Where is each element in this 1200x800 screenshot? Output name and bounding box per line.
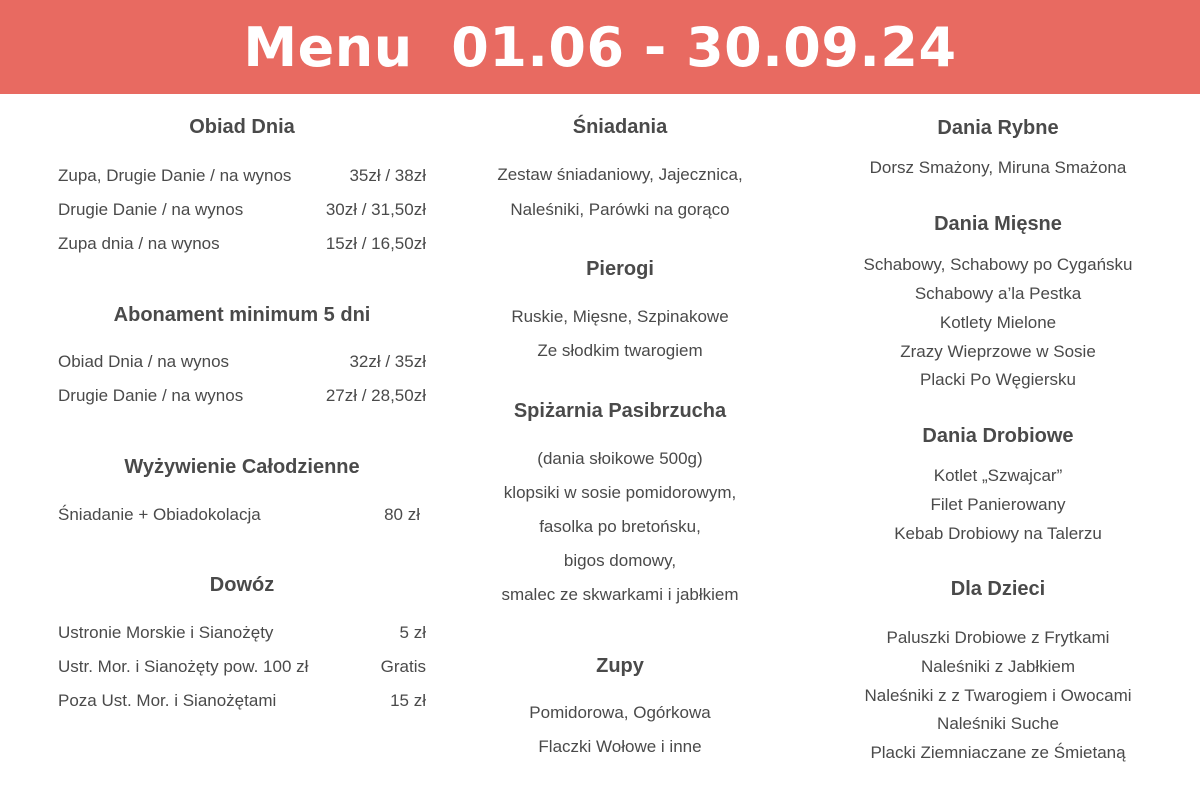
item-price: 15 zł: [390, 691, 426, 710]
item-price: 35zł / 38zł: [349, 166, 426, 185]
item-price: 80 zł: [384, 505, 420, 524]
section-title-obiad-dnia: Obiad Dnia: [189, 116, 295, 138]
section-title-wyzywienie: Wyżywienie Całodzienne: [124, 456, 360, 478]
menu-row: [58, 623, 426, 643]
item-name: Ustronie Morskie i Sianożęty: [58, 623, 274, 642]
section-title-dla-dzieci: Dla Dzieci: [950, 578, 1046, 600]
menu-row: [58, 352, 426, 372]
item-price: 30zł / 31,50zł: [325, 200, 426, 219]
menu-row: [58, 657, 426, 677]
menu-line: Ze słodkim twarogiem: [537, 341, 703, 360]
menu-line: Kebab Drobiowy na Talerzu: [894, 524, 1102, 543]
item-price: 15zł / 16,50zł: [325, 234, 426, 253]
menu-line: Ruskie, Mięsne, Szpinakowe: [511, 307, 729, 326]
menu-line: klopsiki w sosie pomidorowym,: [503, 483, 737, 502]
menu-line: Dorsz Smażony, Miruna Smażona: [869, 158, 1127, 177]
menu-line: Naleśniki, Parówki na gorąco: [510, 200, 730, 219]
section-title-dania-rybne: Dania Rybne: [937, 117, 1059, 139]
section-title-dania-drobiowe: Dania Drobiowe: [922, 425, 1074, 447]
menu-line: Flaczki Wołowe i inne: [538, 737, 702, 756]
menu-row: [58, 691, 426, 711]
menu-line: bigos domowy,: [563, 551, 677, 570]
item-name: Ustr. Mor. i Sianożęty pow. 100 zł: [58, 657, 309, 676]
item-name: Poza Ust. Mor. i Sianożętami: [58, 691, 277, 710]
menu-line: smalec ze skwarkami i jabłkiem: [501, 585, 739, 604]
section-title-spizarnia: Spiżarnia Pasibrzucha: [513, 400, 727, 422]
menu-line: Pomidorowa, Ogórkowa: [529, 703, 711, 722]
menu-line: Filet Panierowany: [930, 495, 1066, 514]
item-price: 27zł / 28,50zł: [325, 386, 426, 405]
menu-line: Paluszki Drobiowe z Frytkami: [886, 628, 1110, 647]
section-title-abonament: Abonament minimum 5 dni: [113, 304, 371, 326]
menu-row: [58, 166, 426, 186]
menu-line: (dania słoikowe 500g): [537, 449, 703, 468]
page-title: Menu 01.06 - 30.09.24: [243, 15, 957, 79]
menu-line: Zestaw śniadaniowy, Jajecznica,: [497, 165, 743, 184]
menu-line: Naleśniki Suche: [937, 714, 1059, 733]
menu-row: [58, 386, 426, 406]
item-name: Zupa dnia / na wynos: [58, 234, 220, 253]
menu-line: Zrazy Wieprzowe w Sosie: [900, 342, 1096, 361]
section-title-pierogi: Pierogi: [586, 258, 654, 280]
menu-line: Placki Ziemniaczane ze Śmietaną: [870, 743, 1126, 762]
header-banner: [0, 0, 1200, 94]
item-price: Gratis: [380, 657, 426, 676]
menu-row: [58, 200, 426, 220]
menu-line: Kotlet „Szwajcar”: [933, 466, 1063, 485]
section-title-zupy: Zupy: [596, 655, 644, 677]
menu-line: Naleśniki z Jabłkiem: [921, 657, 1075, 676]
menu-line: Naleśniki z z Twarogiem i Owocami: [864, 686, 1132, 705]
menu-line: Schabowy, Schabowy po Cygańsku: [863, 255, 1133, 274]
item-name: Śniadanie + Obiadokolacja: [58, 505, 261, 524]
item-name: Drugie Danie / na wynos: [58, 200, 244, 219]
menu-line: Schabowy a’la Pestka: [914, 284, 1082, 303]
item-name: Drugie Danie / na wynos: [58, 386, 244, 405]
item-price: 5 zł: [399, 623, 426, 642]
menu-line: fasolka po bretońsku,: [539, 517, 701, 536]
menu-line: Placki Po Węgiersku: [920, 370, 1076, 389]
menu-line: Kotlety Mielone: [939, 313, 1057, 332]
section-title-dania-miesne: Dania Mięsne: [934, 213, 1062, 235]
section-title-dowoz: Dowóz: [209, 574, 275, 596]
item-price: 32zł / 35zł: [349, 352, 426, 371]
section-title-sniadania: Śniadania: [572, 116, 668, 138]
menu-row: [58, 234, 426, 254]
item-name: Obiad Dnia / na wynos: [58, 352, 230, 371]
menu-row: [58, 505, 420, 525]
item-name: Zupa, Drugie Danie / na wynos: [58, 166, 292, 185]
